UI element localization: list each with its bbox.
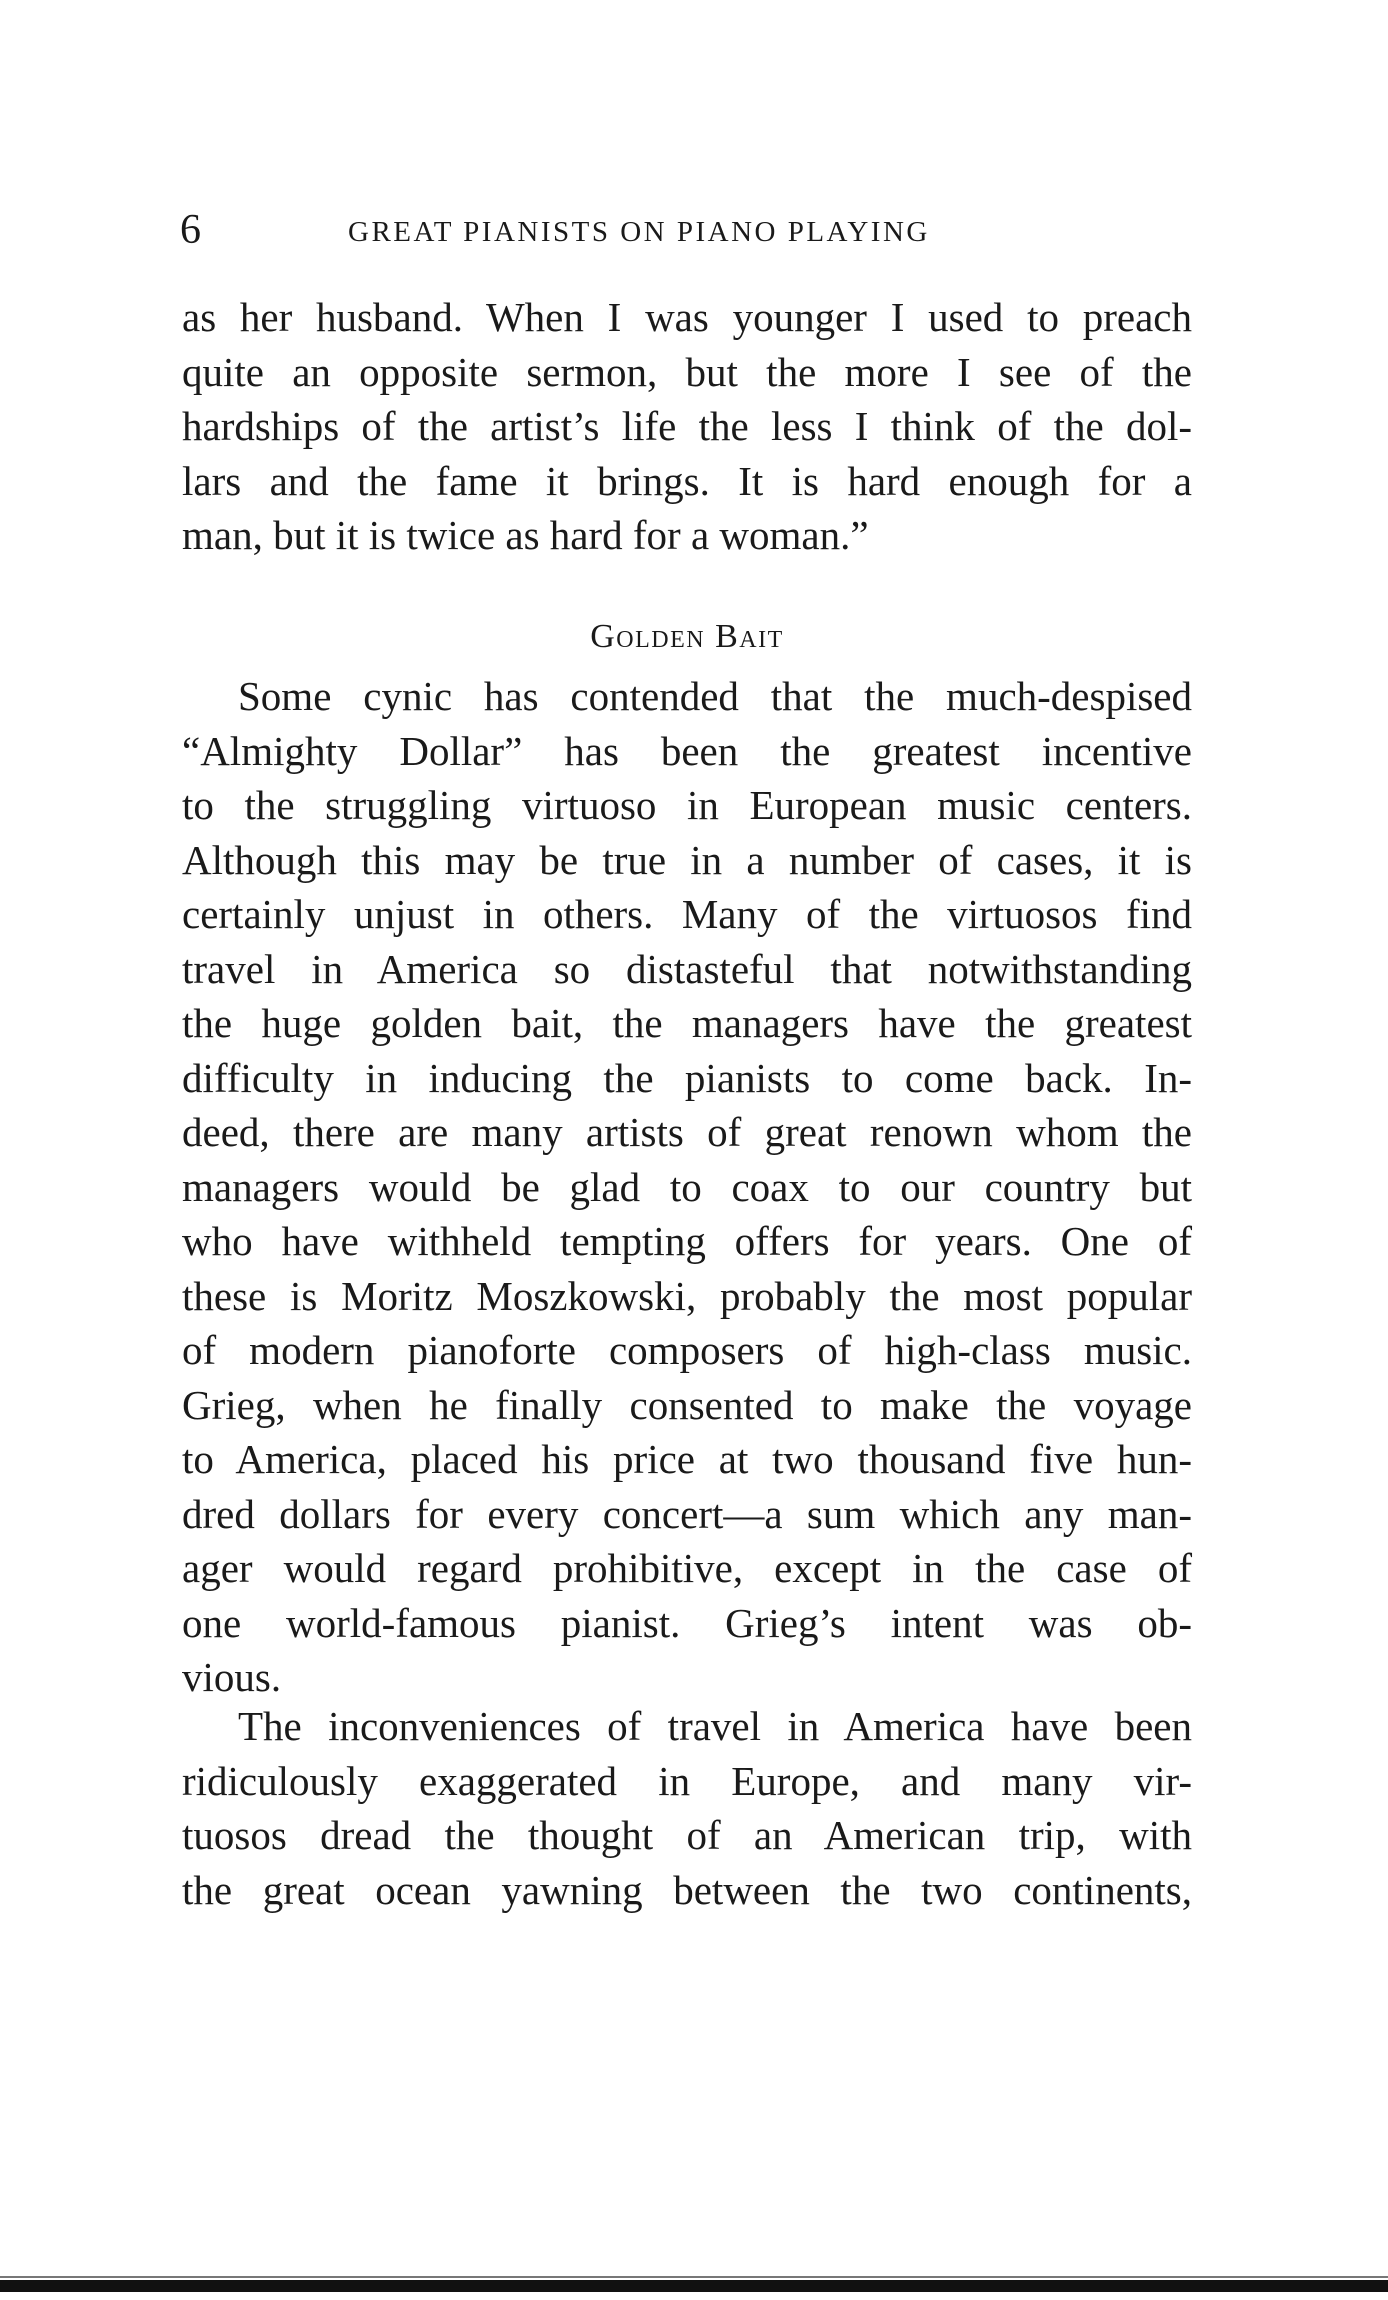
text-line: lars and the fame it brings. It is hard enough for a — [182, 457, 1192, 504]
text-line: managers would be glad to coax to our country but — [182, 1163, 1192, 1210]
text-line: Although this may be true in a number of cases, it is — [182, 836, 1192, 883]
text-line: who have withheld tempting offers for years. One of — [182, 1218, 1192, 1264]
text-line: Grieg, when he finally consented to make the voyage — [182, 1381, 1192, 1428]
paragraph-inconveniences — [182, 1699, 1192, 1917]
text-line: the huge golden bait, the managers have the greatest — [182, 1000, 1192, 1046]
text-line: one world-famous pianist. Grieg’s intent was ob- — [182, 1599, 1192, 1646]
text-line: man, but it is twice as hard for a woman.” — [182, 512, 869, 558]
text-line: dred dollars for every concert—a sum which any man- — [182, 1490, 1192, 1537]
text-line: quite an opposite sermon, but the more I see of the — [182, 348, 1192, 395]
text-line: “Almighty Dollar” has been the greatest incentive — [182, 727, 1192, 774]
text-line: of modern pianoforte composers of high-class music. — [182, 1327, 1192, 1373]
running-title: GREAT PIANISTS ON PIANO PLAYING — [348, 216, 930, 248]
text-line: to the struggling virtuoso in European music centers. — [182, 782, 1192, 828]
text-line: these is Moritz Moszkowski, probably the most popular — [182, 1272, 1192, 1319]
text-line: vious. — [182, 1654, 282, 1700]
text-line: difficulty in inducing the pianists to come back. In- — [182, 1054, 1192, 1101]
running-header — [180, 200, 1200, 260]
text-line: ager would regard prohibitive, except in the case of — [182, 1545, 1192, 1591]
text-line: certainly unjust in others. Many of the virtuosos find — [182, 891, 1192, 937]
text-line: Some cynic has contended that the much-despised — [238, 673, 1192, 719]
text-line: travel in America so distasteful that notwithstanding — [182, 945, 1192, 992]
text-line: hardships of the artist’s life the less I think of the dol- — [182, 403, 1192, 449]
text-line: deed, there are many artists of great renown whom the — [182, 1109, 1192, 1155]
scan-edge-line — [0, 2276, 1388, 2278]
scan-bottom-border — [0, 2280, 1388, 2292]
text-line: tuosos dread the thought of an American trip, with — [182, 1812, 1192, 1858]
text-line: the great ocean yawning between the two continents, — [182, 1866, 1192, 1913]
paragraph-golden-bait — [182, 669, 1192, 1705]
text-line: The inconveniences of travel in America have been — [238, 1703, 1192, 1749]
text-line: as her husband. When I was younger I used to preach — [182, 294, 1192, 340]
text-line: ridiculously exaggerated in Europe, and many vir- — [182, 1757, 1192, 1804]
paragraph-continuation — [182, 290, 1192, 563]
section-heading: Golden Bait — [590, 618, 784, 655]
page-number: 6 — [180, 207, 201, 253]
text-line: to America, placed his price at two thousand five hun- — [182, 1436, 1192, 1482]
